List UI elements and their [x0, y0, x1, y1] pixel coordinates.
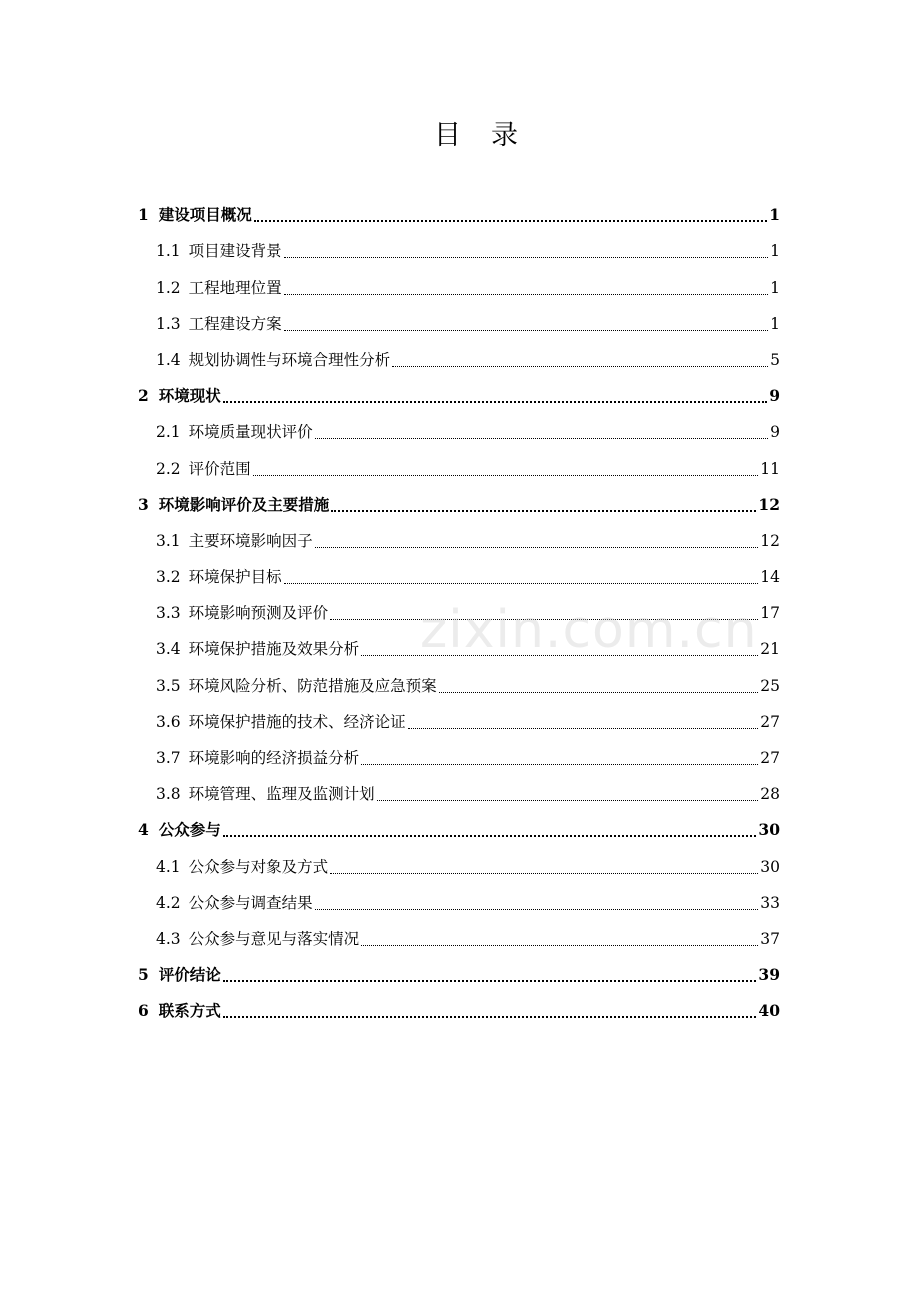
toc-dot-leader [223, 401, 767, 403]
toc-entry-title: 工程地理位置 [188, 278, 282, 297]
toc-entry[interactable] [138, 957, 780, 993]
toc-dot-leader [331, 510, 756, 512]
toc-entry[interactable] [138, 921, 780, 957]
toc-entry-page: 1 [769, 205, 780, 225]
toc-entry[interactable] [138, 450, 780, 486]
toc-entry-number: 2.1 [156, 423, 181, 442]
toc-entry-title: 公众参与意见与落实情况 [188, 929, 360, 948]
toc-dot-leader [408, 728, 759, 729]
toc-entry-title: 公众参与对象及方式 [188, 857, 329, 876]
toc-entry-number: 3.7 [156, 749, 181, 767]
toc-entry-title: 环境质量现状评价 [188, 423, 313, 442]
toc-entry-number: 3.2 [156, 568, 181, 587]
toc-entry-number: 3.4 [156, 640, 181, 659]
toc-dot-leader [254, 220, 767, 222]
toc-dot-leader [392, 366, 768, 367]
toc-entry-number: 5 [138, 965, 149, 985]
toc-dot-leader [253, 475, 759, 476]
toc-entry[interactable] [138, 197, 780, 233]
title-char-2: 录 [491, 120, 518, 151]
toc-entry[interactable] [138, 269, 780, 305]
toc-entry-title: 环境风险分析、防范措施及应急预案 [188, 676, 437, 695]
toc-entry-page: 1 [770, 278, 780, 297]
toc-entry-title: 联系方式 [158, 1001, 221, 1021]
toc-entry[interactable] [138, 812, 780, 848]
toc-entry-title: 评价结论 [158, 965, 221, 985]
toc-entry-title: 评价范围 [188, 459, 251, 478]
toc-entry[interactable] [138, 342, 780, 378]
toc-entry-page: 5 [770, 350, 780, 369]
toc-entry-page: 40 [758, 1001, 780, 1021]
toc-entry-number: 4.2 [156, 893, 181, 912]
toc-entry-number: 3.6 [156, 712, 181, 731]
toc-entry-page: 1 [770, 242, 780, 261]
toc-entry-number: 2 [138, 386, 149, 406]
toc-entry-title: 环境保护措施及效果分析 [188, 640, 360, 659]
toc-dot-leader [377, 800, 759, 801]
toc-entry[interactable] [138, 885, 780, 921]
page-title [0, 112, 920, 160]
toc-entry-page: 30 [760, 857, 780, 876]
toc-entry[interactable] [138, 523, 780, 559]
toc-entry[interactable] [138, 378, 780, 414]
toc-entry-page: 27 [760, 749, 780, 767]
toc-entry[interactable] [138, 559, 780, 595]
toc-entry-page: 27 [760, 712, 780, 731]
toc-dot-leader [315, 909, 759, 910]
toc-dot-leader [315, 438, 768, 439]
toc-entry-page: 1 [770, 314, 780, 333]
toc-entry-page: 12 [760, 531, 780, 550]
toc-entry-page: 39 [758, 965, 780, 985]
toc-entry-title: 环境影响的经济损益分析 [188, 749, 360, 767]
toc-entry-number: 1 [138, 205, 149, 225]
toc-entry-title: 环境现状 [158, 386, 221, 406]
toc-entry-page: 28 [760, 785, 780, 804]
toc-entry[interactable] [138, 740, 780, 776]
toc-entry-title: 环境保护目标 [188, 568, 282, 587]
toc-entry-number: 6 [138, 1001, 149, 1021]
toc-entry-number: 2.2 [156, 459, 181, 478]
toc-dot-leader [223, 1016, 757, 1018]
toc-dot-leader [439, 692, 759, 693]
toc-dot-leader [315, 547, 759, 548]
toc-entry-page: 14 [760, 568, 780, 587]
toc-entry-page: 9 [769, 386, 780, 406]
toc-entry-number: 3.8 [156, 785, 181, 804]
toc-entry-number: 1.2 [156, 278, 181, 297]
toc-entry-title: 项目建设背景 [188, 242, 282, 261]
toc-entry-page: 9 [770, 423, 780, 442]
toc-entry-page: 17 [760, 604, 780, 623]
toc-entry-page: 30 [758, 820, 780, 840]
toc-entry-number: 3 [138, 494, 149, 514]
toc-dot-leader [330, 873, 758, 874]
toc-entry[interactable] [138, 233, 780, 269]
toc-entry-number: 4.3 [156, 929, 181, 948]
toc-entry-number: 4.1 [156, 857, 181, 876]
toc-dot-leader [361, 945, 758, 946]
toc-entry-title: 环境影响预测及评价 [188, 604, 329, 623]
toc-entry[interactable] [138, 848, 780, 884]
toc-entry-title: 公众参与调查结果 [188, 893, 313, 912]
toc-entry-title: 工程建设方案 [188, 314, 282, 333]
toc-entry-page: 25 [760, 676, 780, 695]
toc-entry-page: 21 [760, 640, 780, 659]
toc-entry-number: 1.4 [156, 350, 181, 369]
toc-entry[interactable] [138, 487, 780, 523]
toc-entry-title: 环境保护措施的技术、经济论证 [188, 712, 406, 731]
toc-entry-title: 环境管理、监理及监测计划 [188, 785, 375, 804]
toc-entry-page: 12 [758, 494, 780, 514]
toc-entry-title: 主要环境影响因子 [188, 531, 313, 550]
toc-entry-number: 1.1 [156, 242, 181, 261]
toc-entry-number: 4 [138, 820, 149, 840]
toc-dot-leader [284, 330, 768, 331]
toc-entry-title: 建设项目概况 [158, 205, 252, 225]
title-char-1: 目 [434, 120, 461, 151]
toc-entry-page: 37 [760, 929, 780, 948]
toc-entry-page: 33 [760, 893, 780, 912]
toc-entry-page: 11 [760, 459, 780, 478]
toc-entry-number: 1.3 [156, 314, 181, 333]
toc-entry-title: 公众参与 [158, 820, 221, 840]
toc-entry[interactable] [138, 667, 780, 703]
toc-entry[interactable] [138, 704, 780, 740]
toc-dot-leader [223, 835, 757, 837]
toc-entry-title: 环境影响评价及主要措施 [158, 494, 330, 514]
toc-dot-leader [361, 764, 758, 765]
toc-entry[interactable] [138, 414, 780, 450]
toc-dot-leader [223, 980, 757, 982]
toc-entry[interactable] [138, 993, 780, 1029]
toc-dot-leader [284, 583, 759, 584]
toc-entry-number: 3.5 [156, 676, 181, 695]
toc-dot-leader [284, 294, 768, 295]
toc-entry-title: 规划协调性与环境合理性分析 [188, 350, 391, 369]
toc-entry[interactable] [138, 306, 780, 342]
toc-entry[interactable] [138, 776, 780, 812]
watermark: zixin.com.cn [420, 600, 758, 660]
toc-entry-number: 3.1 [156, 531, 181, 550]
toc-dot-leader [284, 257, 768, 258]
toc-entry-number: 3.3 [156, 604, 181, 623]
